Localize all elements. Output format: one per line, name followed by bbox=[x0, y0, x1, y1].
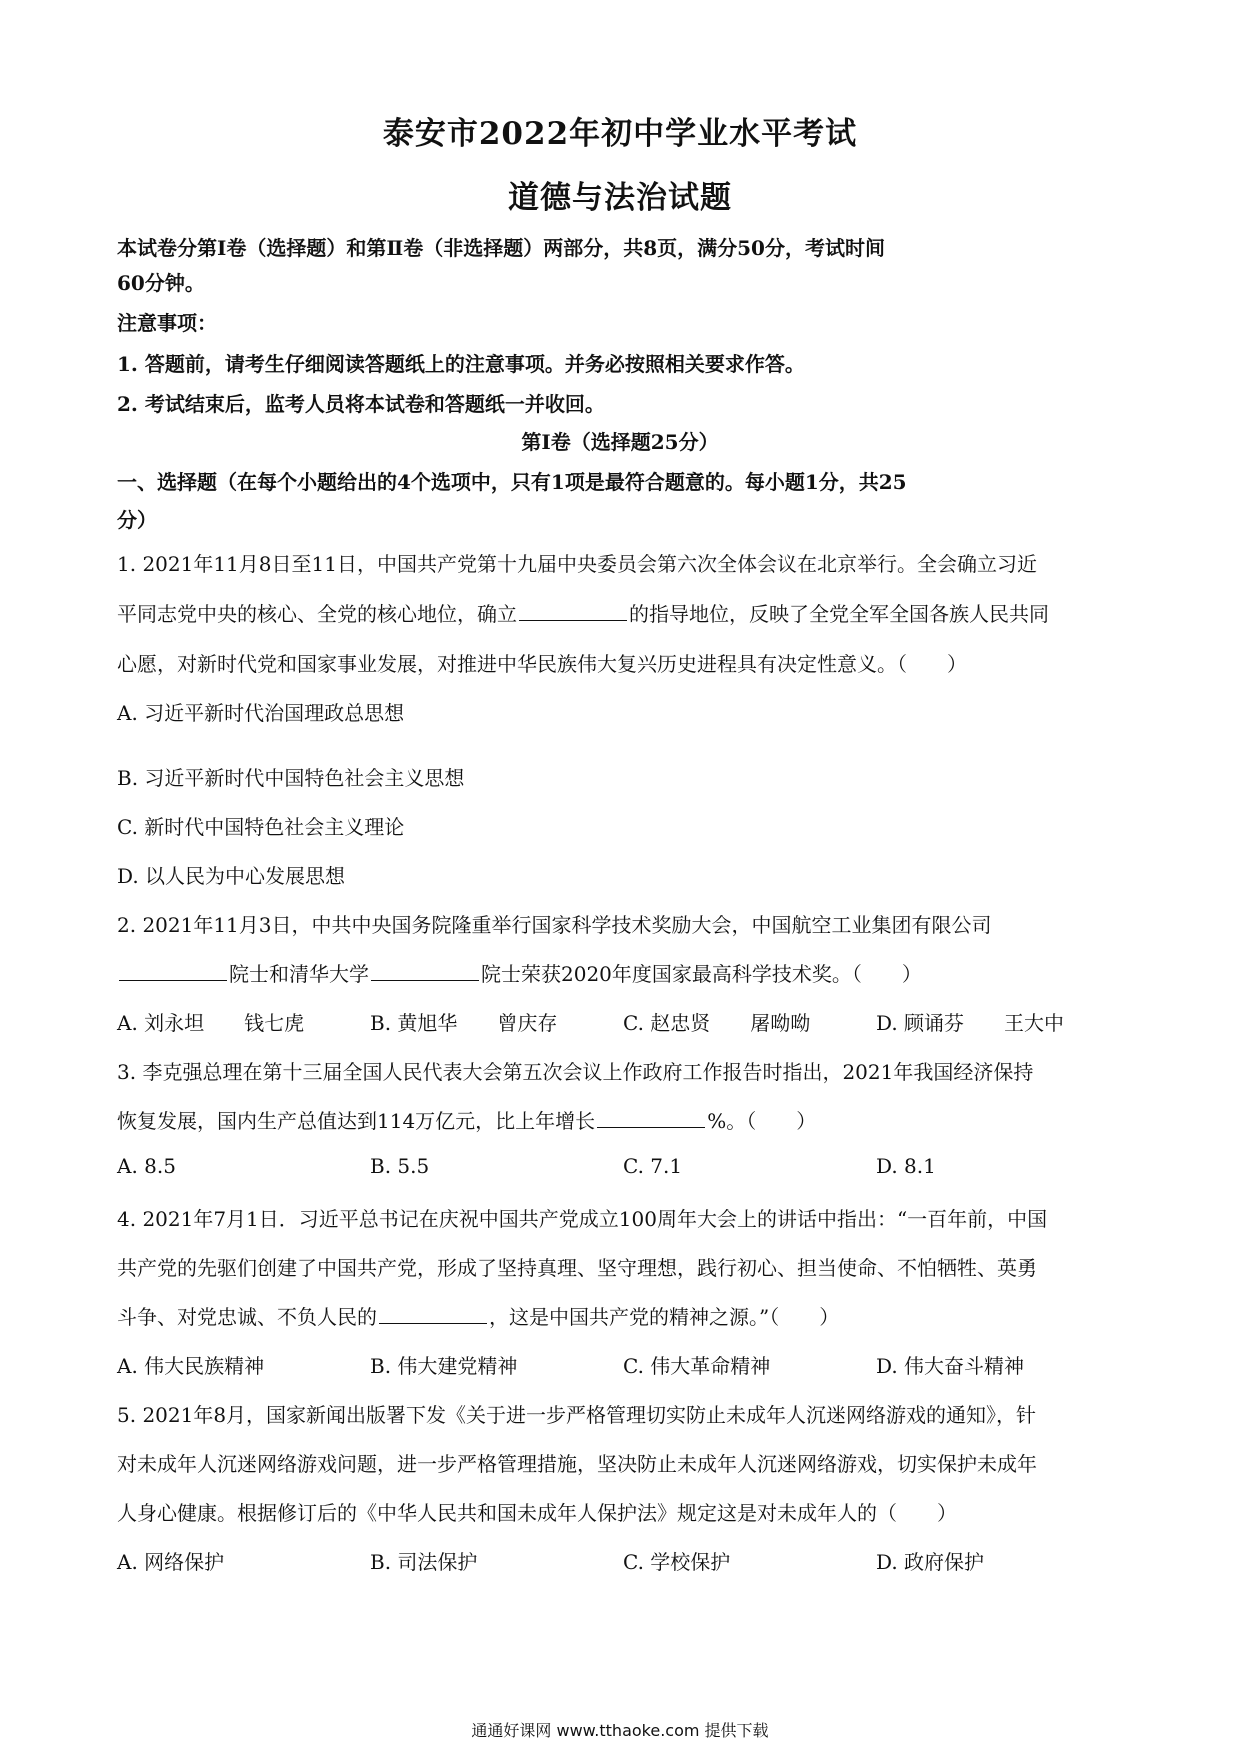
q2-blank-1 bbox=[119, 960, 227, 981]
q5-line-2: 对未成年人沉迷网络游戏问题，进一步严格管理措施，坚决防止未成年人沉迷网络游戏，切实保护未成年 bbox=[117, 1452, 1037, 1476]
q4-line-3 bbox=[117, 1301, 839, 1330]
q5-option-a: A. 网络保护 bbox=[117, 1550, 225, 1574]
q2-line-2b: 院士荣获2020年度国家最高科学技术奖。（ ） bbox=[481, 962, 922, 986]
q3-line-2 bbox=[117, 1105, 816, 1134]
section-instruction-2: 分） bbox=[117, 508, 157, 532]
q1-line-2b: 的指导地位，反映了全党全军全国各族人民共同 bbox=[629, 602, 1049, 626]
q4-option-d: D. 伟大奋斗精神 bbox=[876, 1354, 1025, 1378]
q4-line-3b: ，这是中国共产党的精神之源。”（ ） bbox=[489, 1305, 840, 1329]
q1-line-2 bbox=[117, 598, 1049, 627]
notice-item-2: 2. 考试结束后，监考人员将本试卷和答题纸一并收回。 bbox=[117, 392, 605, 416]
intro-line-1: 本试卷分第Ⅰ卷（选择题）和第Ⅱ卷（非选择题）两部分，共8页，满分50分，考试时间 bbox=[117, 236, 885, 260]
q5-line-1: 5. 2021年8月，国家新闻出版署下发《关于进一步严格管理切实防止未成年人沉迷网络游戏的通知》，针 bbox=[117, 1403, 1037, 1427]
q2-option-c: C. 赵忠贤 屠呦呦 bbox=[623, 1011, 811, 1035]
q2-line-1: 2. 2021年11月3日，中共中央国务院隆重举行国家科学技术奖励大会，中国航空工业集团有限公司 bbox=[117, 913, 992, 937]
q4-option-b: B. 伟大建党精神 bbox=[370, 1354, 518, 1378]
q3-option-d: D. 8.1 bbox=[876, 1154, 936, 1178]
q2-option-b: B. 黄旭华 曾庆存 bbox=[370, 1011, 558, 1035]
q4-line-1: 4. 2021年7月1日．习近平总书记在庆祝中国共产党成立100周年大会上的讲话中指出：“一百年前，中国 bbox=[117, 1207, 1048, 1231]
q3-blank bbox=[597, 1107, 705, 1128]
q1-line-1: 1. 2021年11月8日至11日，中国共产党第十九届中央委员会第六次全体会议在北京举行。全会确立习近 bbox=[117, 552, 1037, 576]
q2-line-2a: 院士和清华大学 bbox=[229, 962, 369, 986]
q3-option-c: C. 7.1 bbox=[623, 1154, 683, 1178]
q3-option-a: A. 8.5 bbox=[117, 1154, 176, 1178]
q1-line-3: 心愿，对新时代党和国家事业发展，对推进中华民族伟大复兴历史进程具有决定性意义。（ ） bbox=[117, 652, 967, 676]
exam-subtitle: 道德与法治试题 bbox=[508, 180, 732, 216]
q1-option-a: A. 习近平新时代治国理政总思想 bbox=[117, 701, 405, 725]
q1-blank bbox=[519, 600, 627, 621]
section-heading: 第Ⅰ卷（选择题25分） bbox=[521, 430, 719, 454]
q1-line-2a: 平同志党中央的核心、全党的核心地位，确立 bbox=[117, 602, 517, 626]
q4-line-2: 共产党的先驱们创建了中国共产党，形成了坚持真理、坚守理想，践行初心、担当使命、不怕牺牲、英勇 bbox=[117, 1256, 1037, 1280]
q3-line-2a: 恢复发展，国内生产总值达到114万亿元，比上年增长 bbox=[117, 1109, 596, 1133]
notice-item-1: 1. 答题前，请考生仔细阅读答题纸上的注意事项。并务必按照相关要求作答。 bbox=[117, 352, 805, 376]
q5-option-b: B. 司法保护 bbox=[370, 1550, 478, 1574]
page-footer: 通通好课网 www.tthaoke.com 提供下载 bbox=[471, 1721, 769, 1740]
q2-option-a: A. 刘永坦 钱七虎 bbox=[117, 1011, 305, 1035]
intro-line-2: 60分钟。 bbox=[117, 271, 205, 295]
section-instruction-1: 一、选择题（在每个小题给出的4个选项中，只有1项是最符合题意的。每小题1分，共25 bbox=[117, 470, 907, 494]
q4-blank bbox=[379, 1303, 487, 1324]
q3-option-b: B. 5.5 bbox=[370, 1154, 430, 1178]
q1-option-c: C. 新时代中国特色社会主义理论 bbox=[117, 815, 405, 839]
q1-option-d: D. 以人民为中心发展思想 bbox=[117, 864, 346, 888]
q3-line-1: 3. 李克强总理在第十三届全国人民代表大会第五次会议上作政府工作报告时指出，2021年我国经济保持 bbox=[117, 1060, 1034, 1084]
exam-title: 泰安市2022年初中学业水平考试 bbox=[382, 116, 858, 152]
q3-line-2b: %。（ ） bbox=[707, 1109, 817, 1133]
q2-line-2 bbox=[117, 958, 922, 987]
q2-blank-2 bbox=[371, 960, 479, 981]
q4-option-a: A. 伟大民族精神 bbox=[117, 1354, 265, 1378]
q2-option-d: D. 顾诵芬 王大中 bbox=[876, 1011, 1065, 1035]
q1-option-b: B. 习近平新时代中国特色社会主义思想 bbox=[117, 766, 465, 790]
q5-line-3: 人身心健康。根据修订后的《中华人民共和国未成年人保护法》规定这是对未成年人的（ ） bbox=[117, 1501, 957, 1525]
q4-option-c: C. 伟大革命精神 bbox=[623, 1354, 771, 1378]
q4-line-3a: 斗争、对党忠诚、不负人民的 bbox=[117, 1305, 377, 1329]
q5-option-d: D. 政府保护 bbox=[876, 1550, 985, 1574]
q5-option-c: C. 学校保护 bbox=[623, 1550, 731, 1574]
notice-heading: 注意事项： bbox=[117, 311, 217, 335]
